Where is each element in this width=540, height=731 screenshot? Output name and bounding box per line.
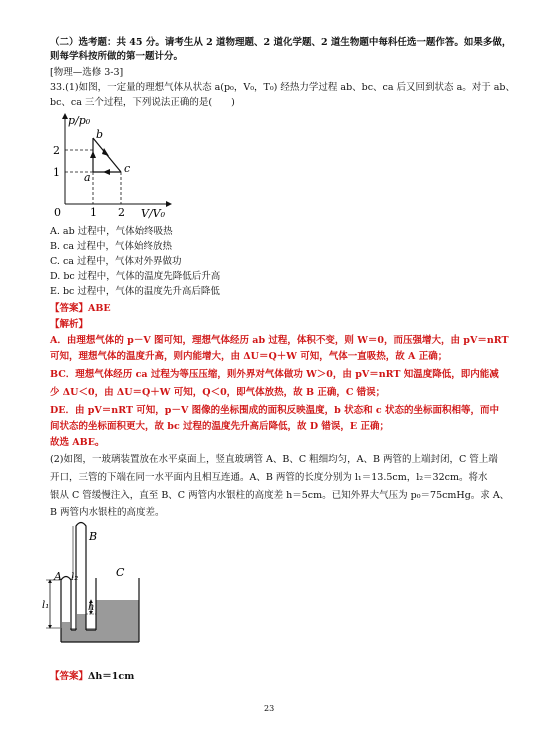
q2-answer-label: 【答案】 xyxy=(50,671,89,682)
analysis-line-2: 可知，理想气体的温度升高，则内能增大，由 ΔU＝Q＋W 可知，气体一直吸热，故 A 正确； xyxy=(50,351,448,362)
x-axis-label: V/V₀ xyxy=(141,207,166,220)
tube-c-label: C xyxy=(116,566,125,579)
q2-answer-line xyxy=(50,670,134,683)
mercury-a xyxy=(62,622,70,630)
q2-stem-line4: B 两管内水银柱的高度差。 xyxy=(50,507,165,518)
answer-label: 【答案】 xyxy=(50,303,89,314)
tube-b-label: B xyxy=(89,530,98,543)
option-b: B. ca 过程中，气体始终放热 xyxy=(50,241,173,252)
option-c: C. ca 过程中，气体对外界做功 xyxy=(50,256,182,267)
point-c-label: c xyxy=(124,162,131,175)
q2-answer-value: Δh＝1cm xyxy=(88,671,135,682)
h-label: h xyxy=(88,602,95,613)
q2-stem-line2: 开口，三管的下端在同一水平面内且相互连通。A、B 两管的长度分别为 l₁＝13.5cm，l₂＝32cm。将水 xyxy=(50,472,488,483)
origin-label: 0 xyxy=(54,206,61,219)
question-stem-line2: bc、ca 三个过程，下列说法正确的是( ) xyxy=(50,97,235,108)
point-b-label: b xyxy=(96,128,104,141)
answer-line xyxy=(50,302,111,315)
y-tick-2: 2 xyxy=(53,144,60,157)
answer-value: ABE xyxy=(88,303,111,314)
analysis-line-5: DE．由 pV＝nRT 可知，p－V 图像的坐标围成的面积反映温度，b 状态和 c 状态的坐标面积相等，而中 xyxy=(50,405,499,416)
section-header-line2: 则每学科按所做的第一题计分。 xyxy=(50,51,184,62)
analysis-label: 【解析】 xyxy=(50,319,89,330)
point-a-label: a xyxy=(84,171,91,184)
q2-stem-line3: 银从 C 管缓慢注入，直至 B、C 两管内水银柱的高度差 h＝5cm。已知外界大气压为 p₀＝75cmHg。求 A、 xyxy=(50,490,510,501)
l2-label: l₂ xyxy=(71,572,79,583)
section-header-line1: （二）选考题：共 45 分。请考生从 2 道物理题、2 道化学题、2 道生物题中每科任选一题作答。如果多做， xyxy=(50,37,512,48)
tube-a-label: A xyxy=(54,570,62,583)
pv-diagram xyxy=(45,110,185,222)
x-tick-2: 2 xyxy=(118,206,125,219)
analysis-line-6: 间状态的坐标面积更大，故 bc 过程的温度先升高后降低，故 D 错误，E 正确； xyxy=(50,421,389,432)
q2-stem-line1: (2)如图，一玻璃装置放在水平桌面上，竖直玻璃管 A、B、C 粗细均匀，A、B 两管的上端封闭，C 管上端 xyxy=(50,454,498,465)
option-d: D. bc 过程中，气体的温度先降低后升高 xyxy=(50,271,221,282)
analysis-line-3: BC．理想气体经历 ca 过程为等压压缩，则外界对气体做功 W＞0，由 pV＝nRT 知温度降低，即内能减 xyxy=(50,369,499,380)
mercury-c xyxy=(96,600,139,630)
y-tick-1: 1 xyxy=(53,166,60,179)
y-axis-label: p/p₀ xyxy=(68,114,91,127)
analysis-line-7: 故选 ABE。 xyxy=(50,437,105,448)
question-stem-line1: 33.(1)如图，一定量的理想气体从状态 a(p₀，V₀，T₀) 经热力学过程 ab、bc、ca 后又回到状态 a。对于 ab、 xyxy=(50,82,516,93)
analysis-line-4: 少 ΔU＜0，由 ΔU＝Q＋W 可知，Q＜0，即气体放热，故 B 正确，C 错误； xyxy=(50,387,386,398)
x-tick-1: 1 xyxy=(90,206,97,219)
page-number: 23 xyxy=(264,704,275,713)
section-label: [物理—选修 3-3] xyxy=(50,67,124,78)
option-e: E. bc 过程中，气体的温度先升高后降低 xyxy=(50,286,220,297)
l1-label: l₁ xyxy=(42,600,50,611)
mercury-b xyxy=(77,614,86,630)
tube-figure xyxy=(40,518,150,650)
analysis-line-1: A．由理想气体的 p－V 图可知，理想气体经历 ab 过程，体积不变，则 W＝0，而压强增大，由 pV＝nRT xyxy=(50,335,509,346)
option-a: A. ab 过程中，气体始终吸热 xyxy=(50,226,173,237)
